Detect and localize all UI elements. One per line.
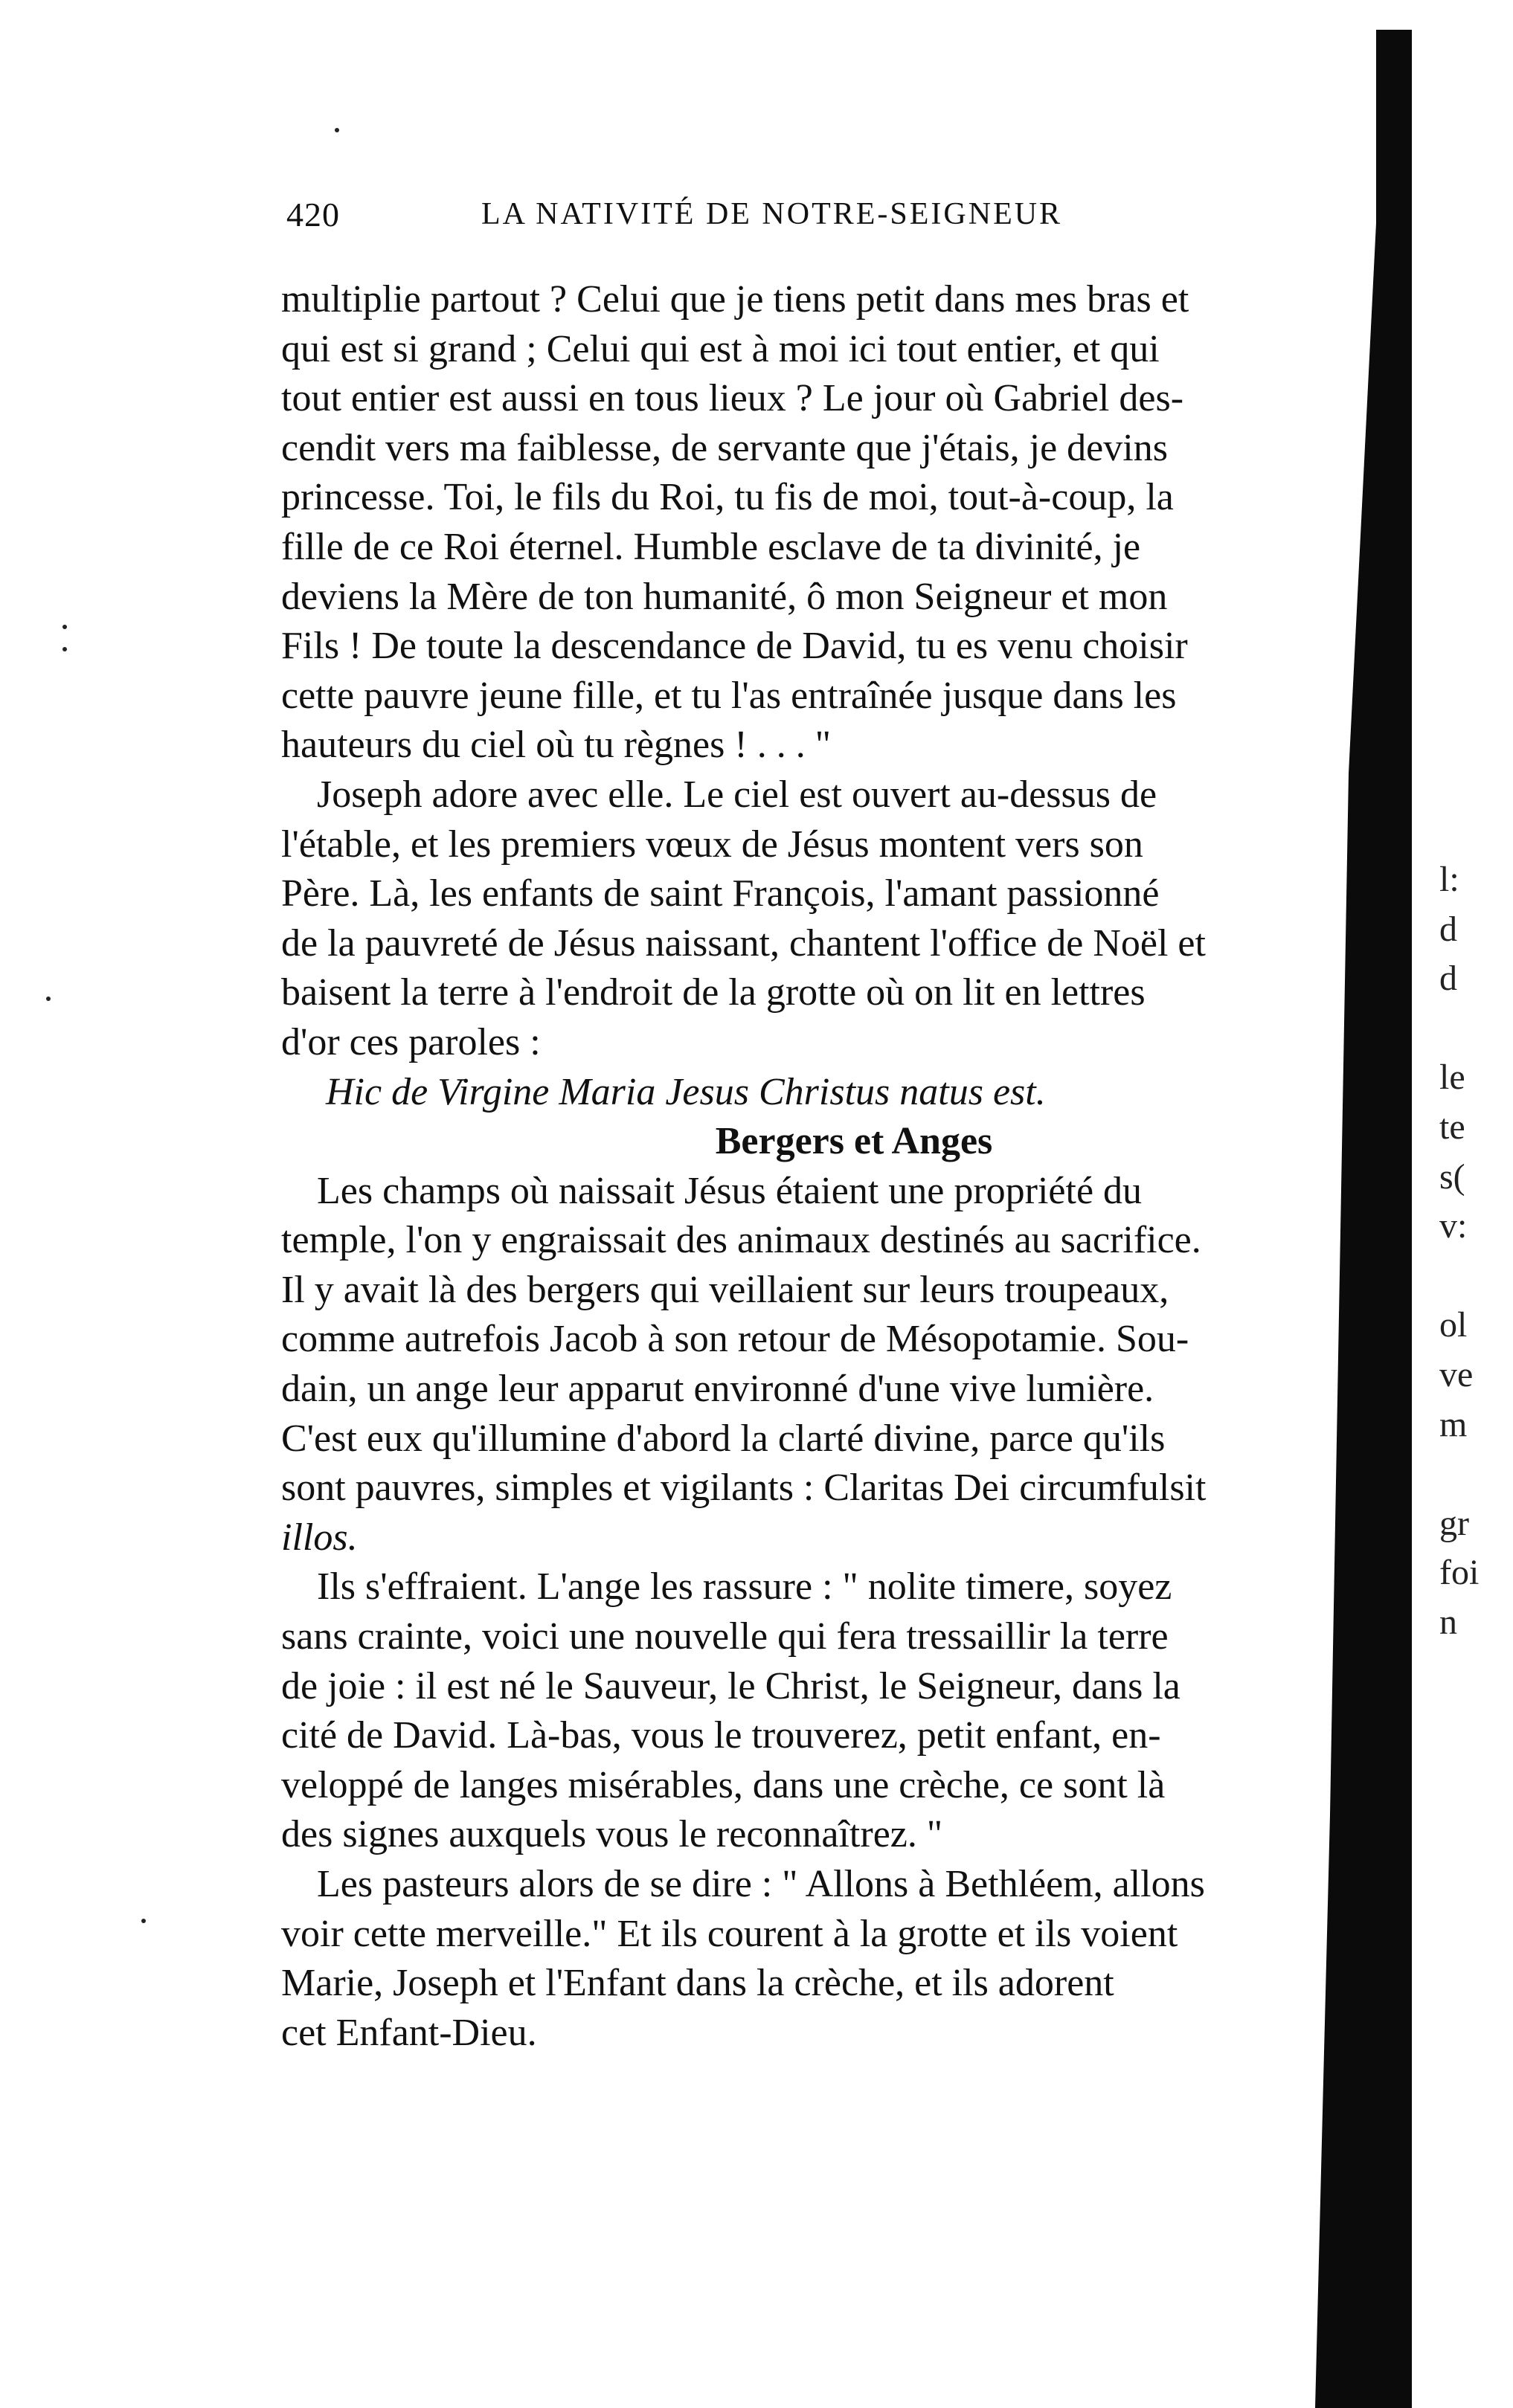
text-line: cité de David. Là-bas, vous le trouverez, petit enfant, en- (281, 1714, 1161, 1757)
body-text (281, 275, 1375, 2058)
running-header (286, 195, 1372, 247)
text-line: fille de ce Roi éternel. Humble esclave de ta divinité, je (281, 525, 1141, 568)
text-line: comme autrefois Jacob à son retour de Mésopotamie. Sou- (281, 1318, 1189, 1361)
scan-speck (141, 1919, 146, 1923)
text-line: Fils ! De toute la descendance de David, tu es venu choisir (281, 625, 1188, 668)
text-line: cette pauvre jeune fille, et tu l'as entraînée jusque dans les (281, 674, 1177, 717)
running-title: LA NATIVITÉ DE NOTRE-SEIGNEUR (481, 197, 1063, 231)
page-number: 420 (286, 196, 340, 234)
scan-speck (335, 128, 339, 132)
text-line: cendit vers ma faiblesse, de servante que j'étais, je devins (281, 426, 1168, 469)
paragraph-start-line: Les pasteurs alors de se dire : " Allons à Bethléem, allons (317, 1863, 1205, 1905)
text-line: multiplie partout ? Celui que je tiens petit dans mes bras et (281, 278, 1189, 321)
text-line: dain, un ange leur apparut environné d'une vive lumière. (281, 1368, 1154, 1411)
text-line: C'est eux qu'illumine d'abord la clarté divine, parce qu'ils (281, 1417, 1166, 1460)
text-line: tout entier est aussi en tous lieux ? Le jour où Gabriel des- (281, 377, 1184, 420)
text-line: princesse. Toi, le fils du Roi, tu fis de moi, tout-à-coup, la (281, 476, 1174, 519)
facing-fragment (1439, 1004, 1506, 1054)
facing-fragment: l: (1439, 860, 1459, 899)
latin-inscription: Hic de Virgine Maria Jesus Christus natus est. (326, 1070, 1046, 1113)
facing-page-bleed (1439, 855, 1506, 1648)
facing-fragment (1439, 1252, 1506, 1301)
facing-fragment: s( (1439, 1156, 1465, 1197)
text-line: de joie : il est né le Sauveur, le Christ, le Seigneur, dans la (281, 1664, 1180, 1707)
text-line: Il y avait là des bergers qui veillaient sur leurs troupeaux, (281, 1268, 1169, 1311)
scan-gutter-shadow-core (1376, 30, 1406, 2408)
text-line: deviens la Mère de ton humanité, ô mon Seigneur et mon (281, 575, 1168, 618)
text-line: d'or ces paroles : (281, 1020, 541, 1063)
section-heading: Bergers et Anges (715, 1120, 993, 1163)
text-line: sans crainte, voici une nouvelle qui fera tressaillir la terre (281, 1615, 1169, 1658)
text-line: sont pauvres, simples et vigilants : Claritas Dei circumfulsit (281, 1467, 1207, 1510)
text-line: des signes auxquels vous le reconnaîtrez. " (281, 1813, 943, 1856)
text-line: baisent la terre à l'endroit de la grotte où on lit en lettres (281, 971, 1146, 1014)
facing-fragment: v: (1439, 1206, 1468, 1246)
text-line: illos. (281, 1516, 358, 1559)
scan-speck (62, 647, 67, 651)
facing-fragment: d (1439, 909, 1457, 949)
facing-fragment: ve (1439, 1354, 1474, 1394)
scan-speck (46, 997, 51, 1001)
facing-fragment: n (1439, 1602, 1457, 1642)
text-line: veloppé de langes misérables, dans une crèche, ce sont là (281, 1763, 1166, 1806)
facing-fragment: gr (1439, 1503, 1469, 1543)
text-line: Père. Là, les enfants de saint François, l'amant passionné (281, 872, 1160, 915)
facing-fragment: m (1439, 1404, 1468, 1444)
facing-fragment: foi (1439, 1553, 1480, 1593)
text-line: l'étable, et les premiers vœux de Jésus montent vers son (281, 822, 1143, 866)
paragraph-start-line: Les champs où naissait Jésus étaient une propriété du (317, 1169, 1143, 1212)
facing-fragment: le (1439, 1057, 1465, 1098)
scan-speck (62, 625, 67, 629)
paragraph-start-line: Ils s'effraient. L'ange les rassure : " nolite timere, soyez (317, 1565, 1172, 1609)
text-line: de la pauvreté de Jésus naissant, chantent l'office de Noël et (281, 921, 1206, 965)
text-line: Marie, Joseph et l'Enfant dans la crèche, et ils adorent (281, 1962, 1114, 2005)
facing-fragment (1439, 1449, 1506, 1499)
paragraph-start-line: Joseph adore avec elle. Le ciel est ouvert au-dessus de (317, 773, 1157, 816)
text-line: qui est si grand ; Celui qui est à moi ici tout entier, et qui (281, 327, 1160, 370)
facing-fragment: d (1439, 959, 1457, 999)
facing-fragment: te (1439, 1107, 1465, 1147)
text-line: cet Enfant-Dieu. (281, 2011, 537, 2054)
text-line: temple, l'on y engraissait des animaux destinés au sacrifice. (281, 1219, 1201, 1262)
facing-fragment: ol (1439, 1305, 1468, 1345)
text-line: voir cette merveille." Et ils courent à la grotte et ils voient (281, 1912, 1178, 1955)
text-line: hauteurs du ciel où tu règnes ! . . . " (281, 724, 831, 767)
